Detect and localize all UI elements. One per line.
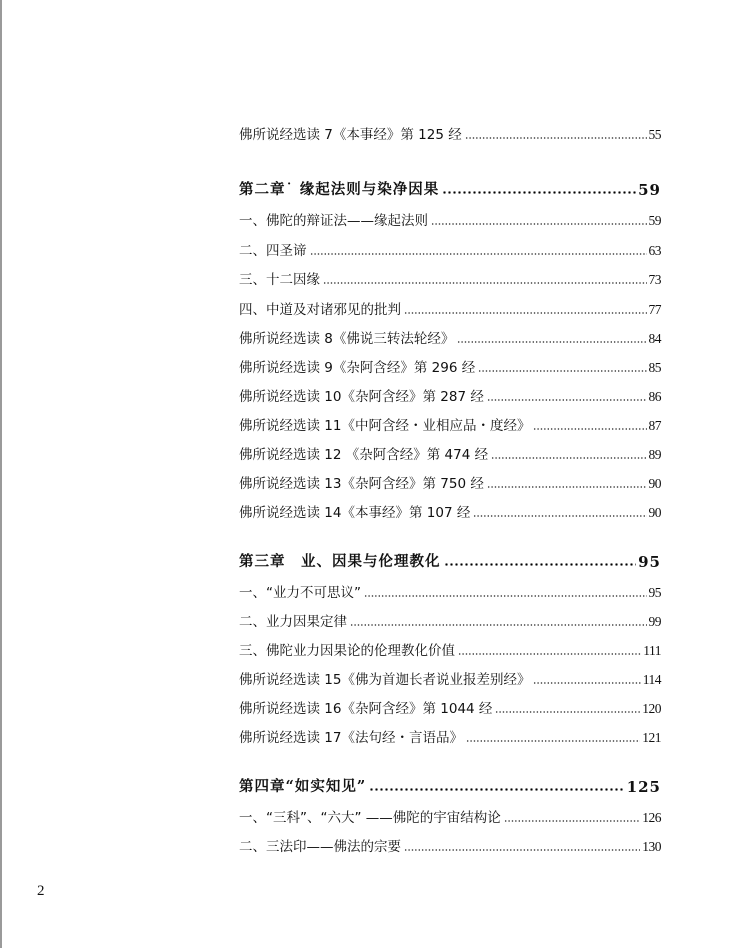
dot-leader [478,370,646,372]
toc-entry-page: 73 [648,272,661,287]
toc-chapter-heading [239,177,661,199]
toc-entry-page: 87 [648,418,661,433]
toc-entry [239,326,661,348]
toc-entry [239,609,661,631]
dot-leader [458,653,641,655]
toc-entry-title: 一、“业力不可思议” [239,585,361,601]
toc-entry-page: 95 [638,553,661,571]
dot-leader [364,595,647,597]
toc-entry-title: 佛所说经选读 14《本事经》第 107 经 [239,505,471,521]
toc-entry-title: 二、三法印——佛法的宗要 [239,839,401,855]
toc-entry-title: 佛所说经选读 12 《杂阿含经》第 474 经 [239,447,489,463]
dot-leader [310,253,647,255]
toc-entry [239,238,661,260]
toc-entry-page: 130 [642,839,661,854]
toc-entry [239,725,661,747]
toc-entry-title: 佛所说经选读 15《佛为首迦长者说业报差别经》 [239,672,531,688]
toc-entry-page: 89 [648,447,661,462]
toc-entry-title: 佛所说经选读 17《法句经・言语品》 [239,730,463,746]
toc-entry-page: 77 [648,302,661,317]
toc-entry-title: 佛所说经选读 16《杂阿含经》第 1044 经 [239,701,493,717]
toc-entry-title: 佛所说经选读 13《杂阿含经》第 750 经 [239,476,484,492]
toc-entry-title: 佛所说经选读 10《杂阿含经》第 287 经 [239,389,484,405]
toc-entry-title: 一、“三科”、“六大” ——佛陀的宇宙结构论 [239,810,501,826]
toc-entry-title: 佛所说经选读 9《杂阿含经》第 296 经 [239,360,476,376]
page-number: 2 [37,883,45,899]
dot-leader [369,788,625,791]
toc-entry [239,638,661,660]
toc-entry-page: 125 [626,778,661,796]
page-left-border [0,0,2,948]
toc-entry-page: 85 [648,360,661,375]
toc-entry-page: 99 [648,614,661,629]
toc-entry-title: 二、业力因果定律 [239,614,347,630]
toc-chapter-heading [239,549,661,571]
toc-entry-page: 111 [643,643,661,658]
toc-entry-title: 第三章 业、因果与伦理教化 [239,553,441,570]
toc-entry [239,696,661,718]
toc-entry-title: 第四章“如实知见” [239,778,367,795]
dot-leader [457,341,646,343]
toc-entry-title: 四、中道及对诸邪见的批判 [239,302,401,318]
dot-leader [323,282,647,284]
dot-leader [504,820,640,822]
dot-leader [473,515,646,517]
toc-entry [239,355,661,377]
toc-entry-page: 114 [642,672,661,687]
dot-leader [444,563,637,566]
toc-entry [239,580,661,602]
toc-entry-title: 三、十二因缘 [239,272,320,288]
dot-leader [495,711,640,713]
toc-entry-page: 84 [648,331,661,346]
toc-entry-page: 55 [648,127,661,142]
toc-entry-title: 佛所说经选读 8《佛说三转法轮经》 [239,331,455,347]
dot-leader [465,137,647,139]
toc-entry-page: 120 [642,701,661,716]
toc-entry [239,805,661,827]
toc-entry-title: 佛所说经选读 11《中阿含经・业相应品・度经》 [239,418,531,434]
toc-entry-page: 126 [642,810,661,825]
dot-leader [404,849,640,851]
dot-leader [404,312,647,314]
toc-entry-page: 59 [648,213,661,228]
toc-entry [239,667,661,689]
toc-entry-title: 三、佛陀业力因果论的伦理教化价值 [239,643,455,659]
toc-entry [239,834,661,856]
toc-entry-title: 一、佛陀的辩证法——缘起法则 [239,213,428,229]
toc-entry [239,471,661,493]
toc-entry-title: 第二章˙ 缘起法则与染净因果 [239,181,440,198]
toc-entry-page: 95 [648,585,661,600]
toc-entry-page: 90 [648,505,661,520]
toc-entry-page: 86 [648,389,661,404]
dot-leader [533,682,640,684]
dot-leader [487,399,647,401]
dot-leader [431,223,647,225]
toc-entry-page: 121 [642,730,661,745]
dot-leader [487,486,647,488]
toc-entry [239,208,661,230]
dot-leader [350,624,647,626]
toc-entry [239,500,661,522]
toc-entry-title: 佛所说经选读 7《本事经》第 125 经 [239,127,462,143]
toc-entry [239,297,661,319]
toc-entry [239,267,661,289]
toc-entry [239,384,661,406]
toc-entry-page: 63 [648,243,661,258]
toc-entry [239,413,661,435]
toc-entry [239,122,661,144]
toc-entry-page: 59 [638,181,661,199]
dot-leader [533,428,646,430]
toc-entry [239,442,661,464]
toc-entry-title: 二、四圣谛 [239,243,307,259]
dot-leader [491,457,646,459]
toc-chapter-heading [239,774,661,796]
toc-entry-page: 90 [648,476,661,491]
dot-leader [466,740,640,742]
dot-leader [442,191,636,194]
